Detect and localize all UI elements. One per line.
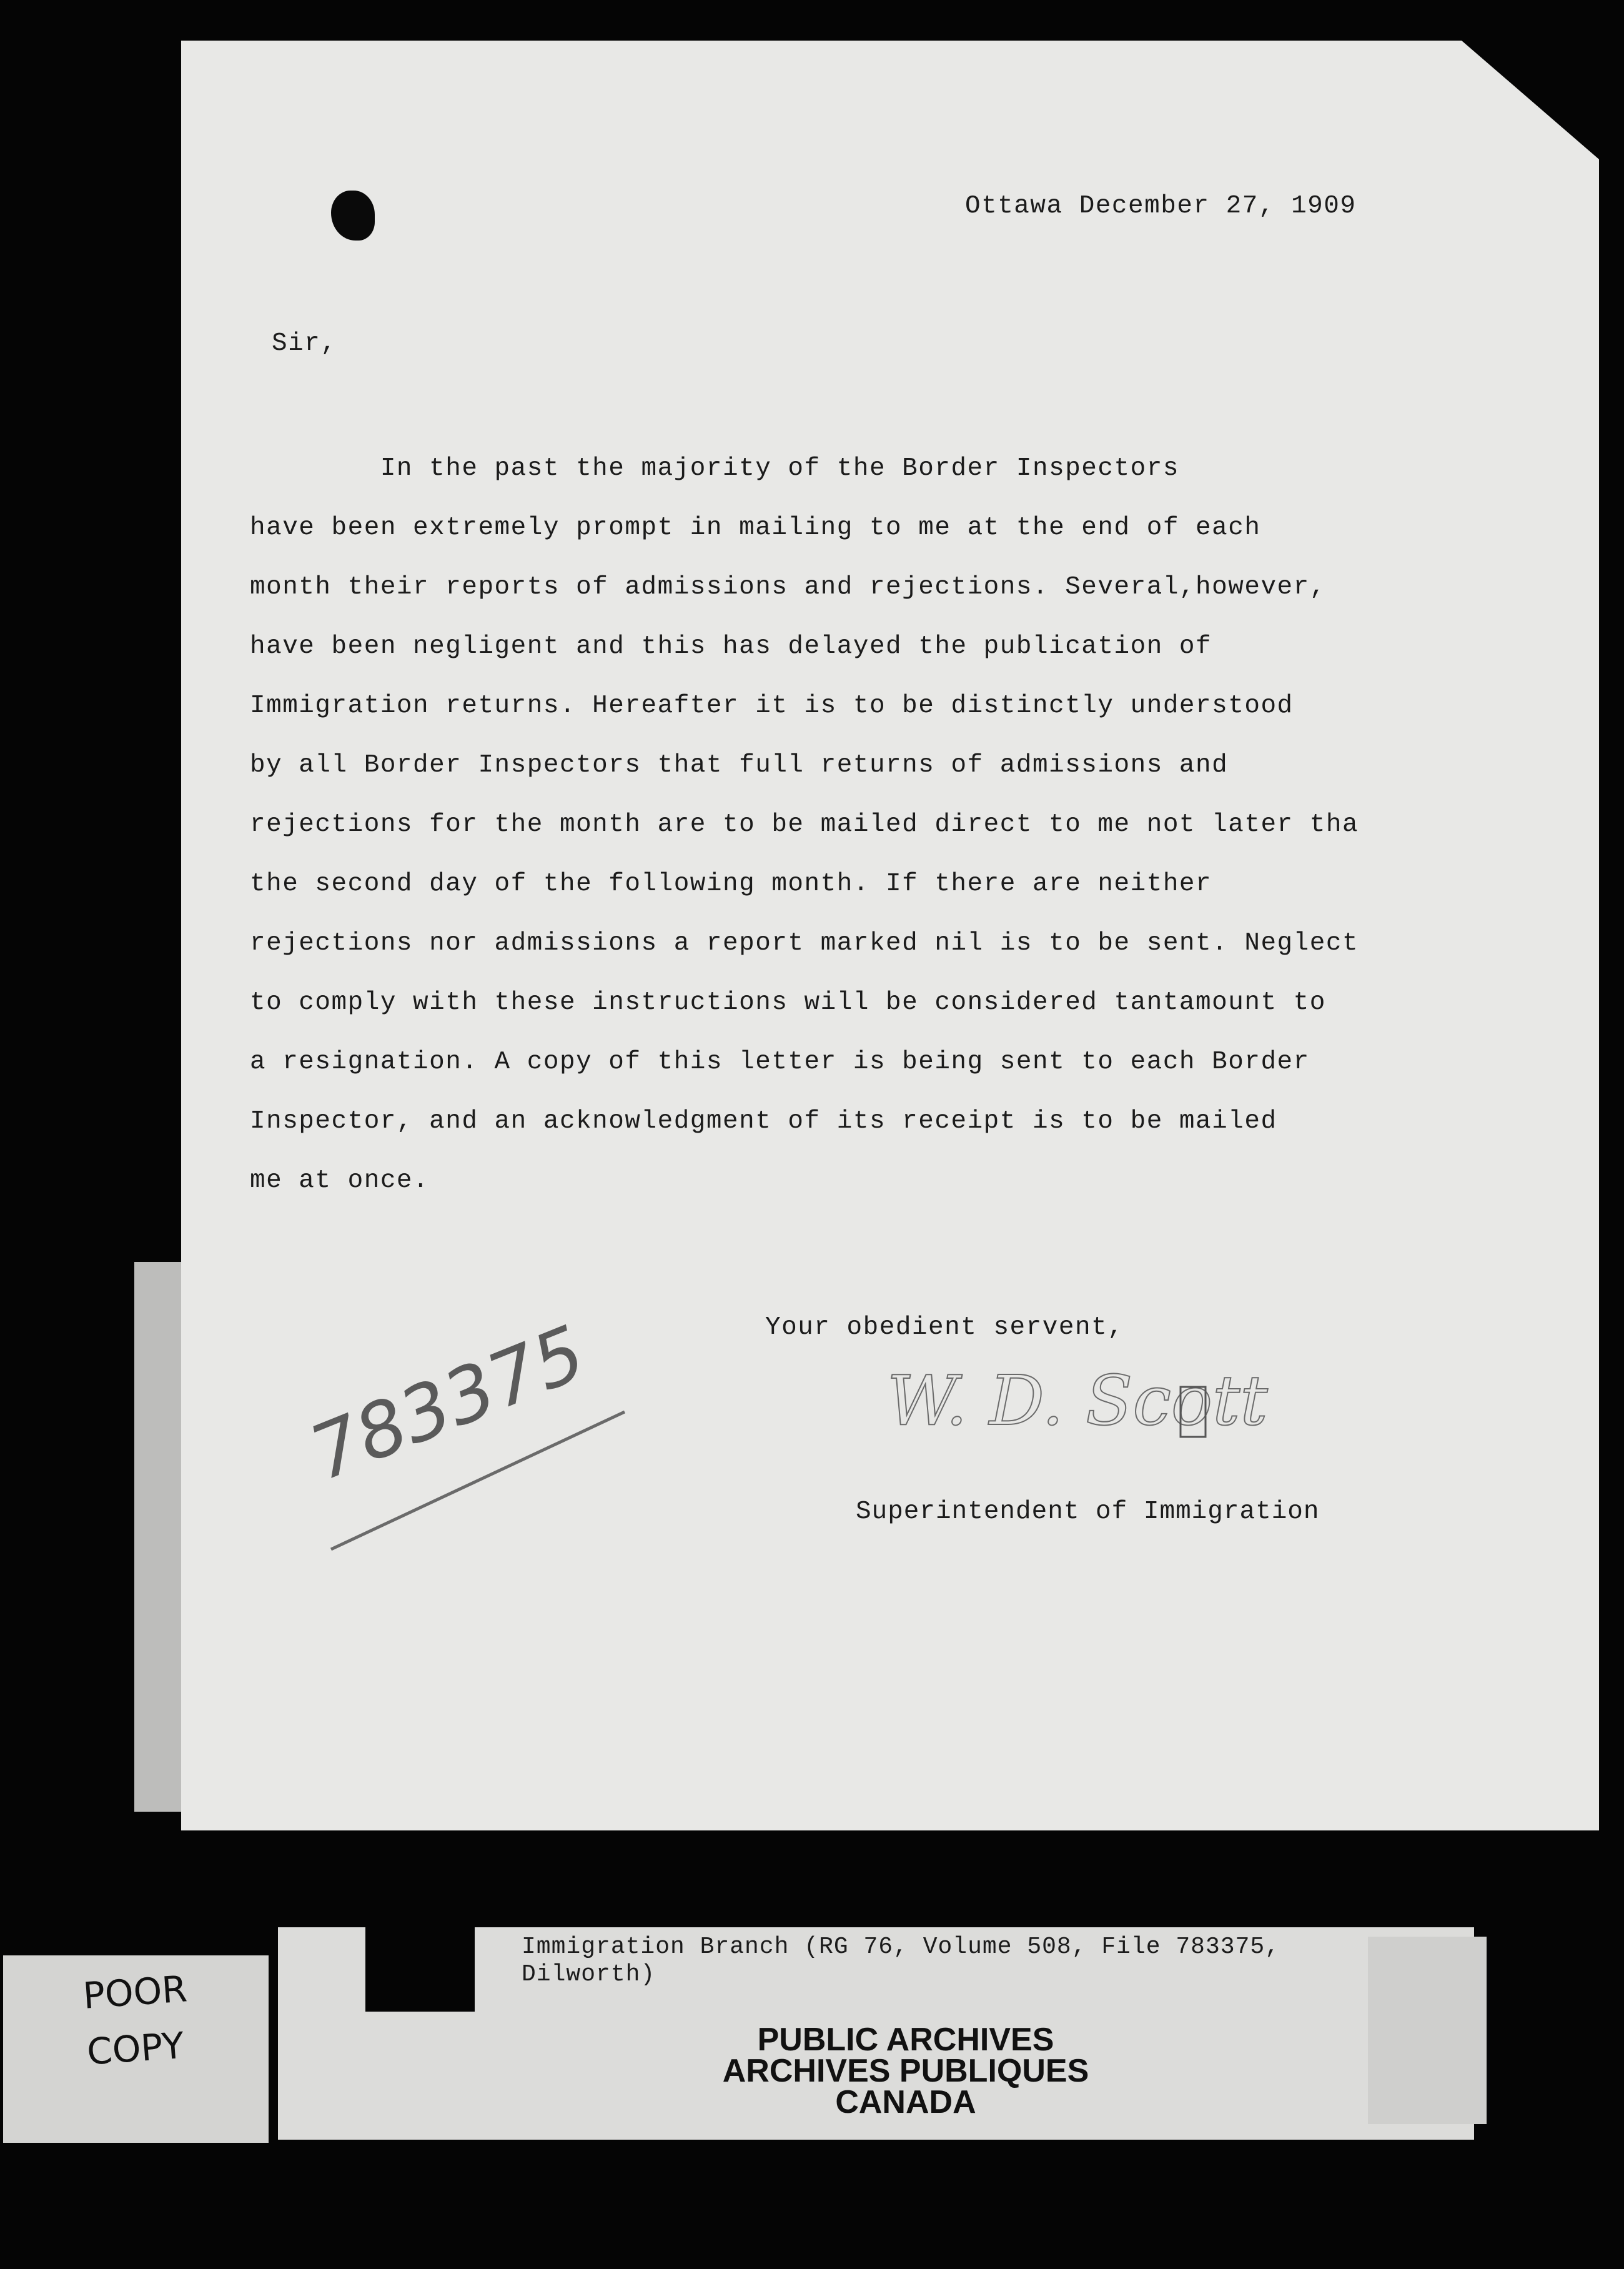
letter-body-line: have been negligent and this has delayed the publication of: [250, 632, 1212, 661]
letter-body-line: In the past the majority of the Border Inspectors: [250, 454, 1179, 483]
archive-stamp-line: PUBLIC ARCHIVES: [757, 2022, 1054, 2058]
letter-body-line: Inspector, and an acknowledgment of its receipt is to be mailed: [250, 1107, 1277, 1136]
letter-date: Ottawa December 27, 1909: [965, 192, 1357, 221]
letter-body-line: a resignation. A copy of this letter is being sent to each Border: [250, 1048, 1310, 1076]
archive-stamp-line: ARCHIVES PUBLIQUES: [722, 2053, 1089, 2089]
archive-reference: [522, 1934, 1280, 1988]
poor-copy-line1: POOR: [81, 1967, 189, 2017]
handwritten-file-number: [299, 1293, 637, 1556]
poor-copy-note: [81, 1960, 193, 2080]
sheet-edge: [134, 1262, 184, 1812]
letter-body-line: the second day of the following month. If there are neither: [250, 870, 1212, 898]
letter-body-line: rejections nor admissions a report marked nil is to be sent. Neglect: [250, 929, 1359, 958]
archive-reference-line2: Dilworth): [522, 1961, 656, 1988]
letter-body-line: by all Border Inspectors that full returns of admissions and: [250, 751, 1229, 780]
handwritten-file-number-text: 783375: [299, 1309, 597, 1497]
letter-body-line: Immigration returns. Hereafter it is to be distinctly understood: [250, 692, 1294, 720]
archive-label-edge: [1368, 1937, 1487, 2124]
letter-body-line: to comply with these instructions will be considered tantamount to: [250, 988, 1326, 1017]
letter-body-line: month their reports of admissions and rejections. Several,however,: [250, 573, 1326, 602]
archive-reference-line1: Immigration Branch (RG 76, Volume 508, File 783375,: [522, 1934, 1280, 1960]
letter-body-line: me at once.: [250, 1166, 430, 1195]
letter-closing: Your obedient servent,: [765, 1313, 1124, 1342]
signature-text: W. D. Scott: [887, 1361, 1268, 1441]
poor-copy-line2: COPY: [86, 2023, 186, 2073]
archive-stamp-line: CANADA: [835, 2084, 976, 2120]
archive-label-notch: [365, 1927, 475, 2012]
signature: [874, 1349, 1268, 1462]
signer-title: Superintendent of Immigration: [856, 1497, 1320, 1526]
letter-salutation: Sir,: [272, 329, 337, 358]
letter-body-line: rejections for the month are to be mailed direct to me not later tha: [250, 810, 1359, 839]
archive-stamp: [625, 2024, 1187, 2118]
letter-body-line: have been extremely prompt in mailing to me at the end of each: [250, 514, 1261, 542]
